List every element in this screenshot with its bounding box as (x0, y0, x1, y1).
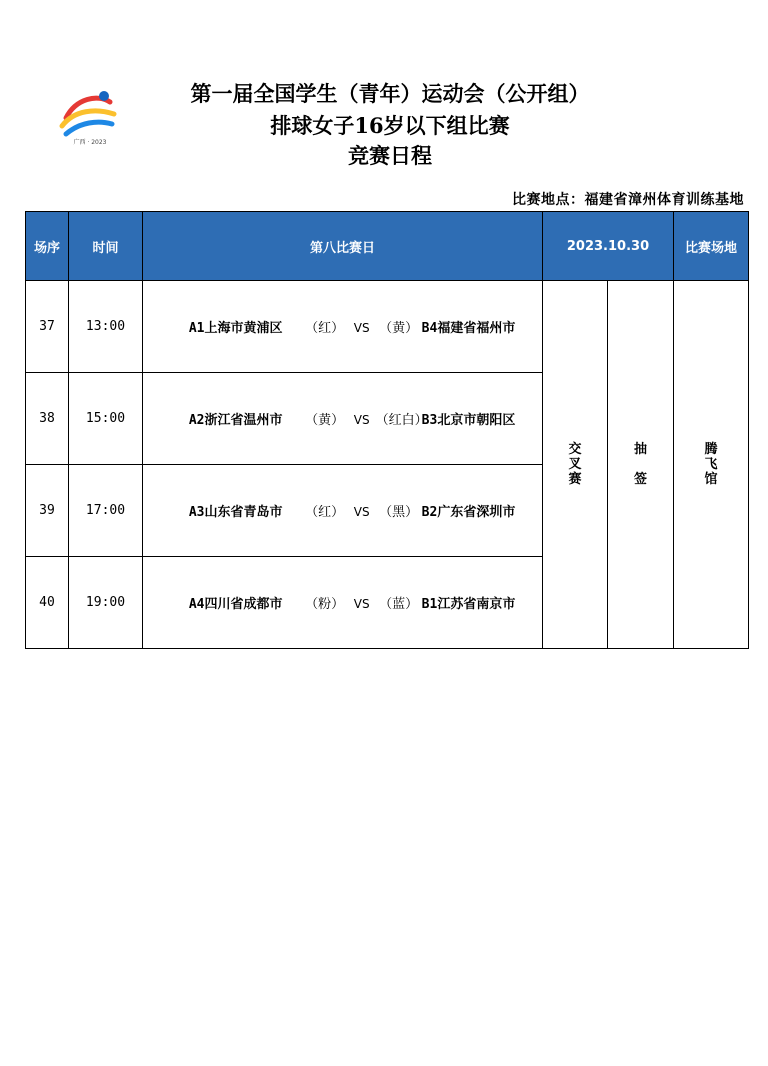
schedule-table (25, 211, 749, 649)
versus-label: VS (353, 413, 370, 427)
team-b-color: （蓝） (379, 597, 419, 612)
draw-cell: 抽签 (608, 281, 674, 649)
page-title-line2: 排球女子16岁以下组比赛 (270, 113, 510, 138)
page-title-line1: 第一届全国学生（青年）运动会（公开组） (190, 81, 590, 106)
team-a-color: （红） (305, 321, 345, 336)
team-a: A4四川省成都市 (188, 597, 283, 612)
row-match (143, 373, 543, 465)
team-b: B3北京市朝阳区 (421, 413, 516, 428)
row-match (143, 281, 543, 373)
row-seq: 40 (26, 557, 69, 649)
header-date: 2023.10.30 (543, 212, 674, 281)
table-row (26, 281, 749, 373)
team-a-color: （红） (305, 505, 345, 520)
row-time: 15:00 (69, 373, 143, 465)
row-match (143, 557, 543, 649)
court-cell: 腾飞馆 (674, 281, 749, 649)
page-title-line3: 竞赛日程 (348, 143, 432, 168)
versus-label: VS (353, 321, 370, 335)
team-b: B4福建省福州市 (421, 321, 516, 336)
versus-label: VS (353, 597, 370, 611)
row-seq: 37 (26, 281, 69, 373)
team-a-color: （粉） (305, 597, 345, 612)
team-b: B1江苏省南京市 (421, 597, 516, 612)
team-a-color: （黄） (305, 413, 345, 428)
header-day: 第八比赛日 (143, 212, 543, 281)
venue-location: 比赛地点：福建省漳州体育训练基地 (512, 192, 744, 208)
row-time: 17:00 (69, 465, 143, 557)
row-seq: 39 (26, 465, 69, 557)
team-b: B2广东省深圳市 (421, 505, 516, 520)
team-b-color: （黄） (379, 321, 419, 336)
header-seq: 场序 (26, 212, 69, 281)
team-a: A3山东省青岛市 (188, 505, 283, 520)
row-seq: 38 (26, 373, 69, 465)
logo-caption: 广西 · 2023 (73, 139, 107, 146)
row-time: 19:00 (69, 557, 143, 649)
team-b-color: （黑） (379, 505, 419, 520)
versus-label: VS (353, 505, 370, 519)
team-b-color: （红白） (375, 413, 428, 428)
team-a: A1上海市黄浦区 (188, 321, 283, 336)
stage-cell: 交叉赛 (543, 281, 608, 649)
row-match (143, 465, 543, 557)
table-header-row (26, 212, 749, 281)
header-venue: 比赛场地 (674, 212, 749, 281)
row-time: 13:00 (69, 281, 143, 373)
header-time: 时间 (69, 212, 143, 281)
team-a: A2浙江省温州市 (188, 413, 283, 428)
